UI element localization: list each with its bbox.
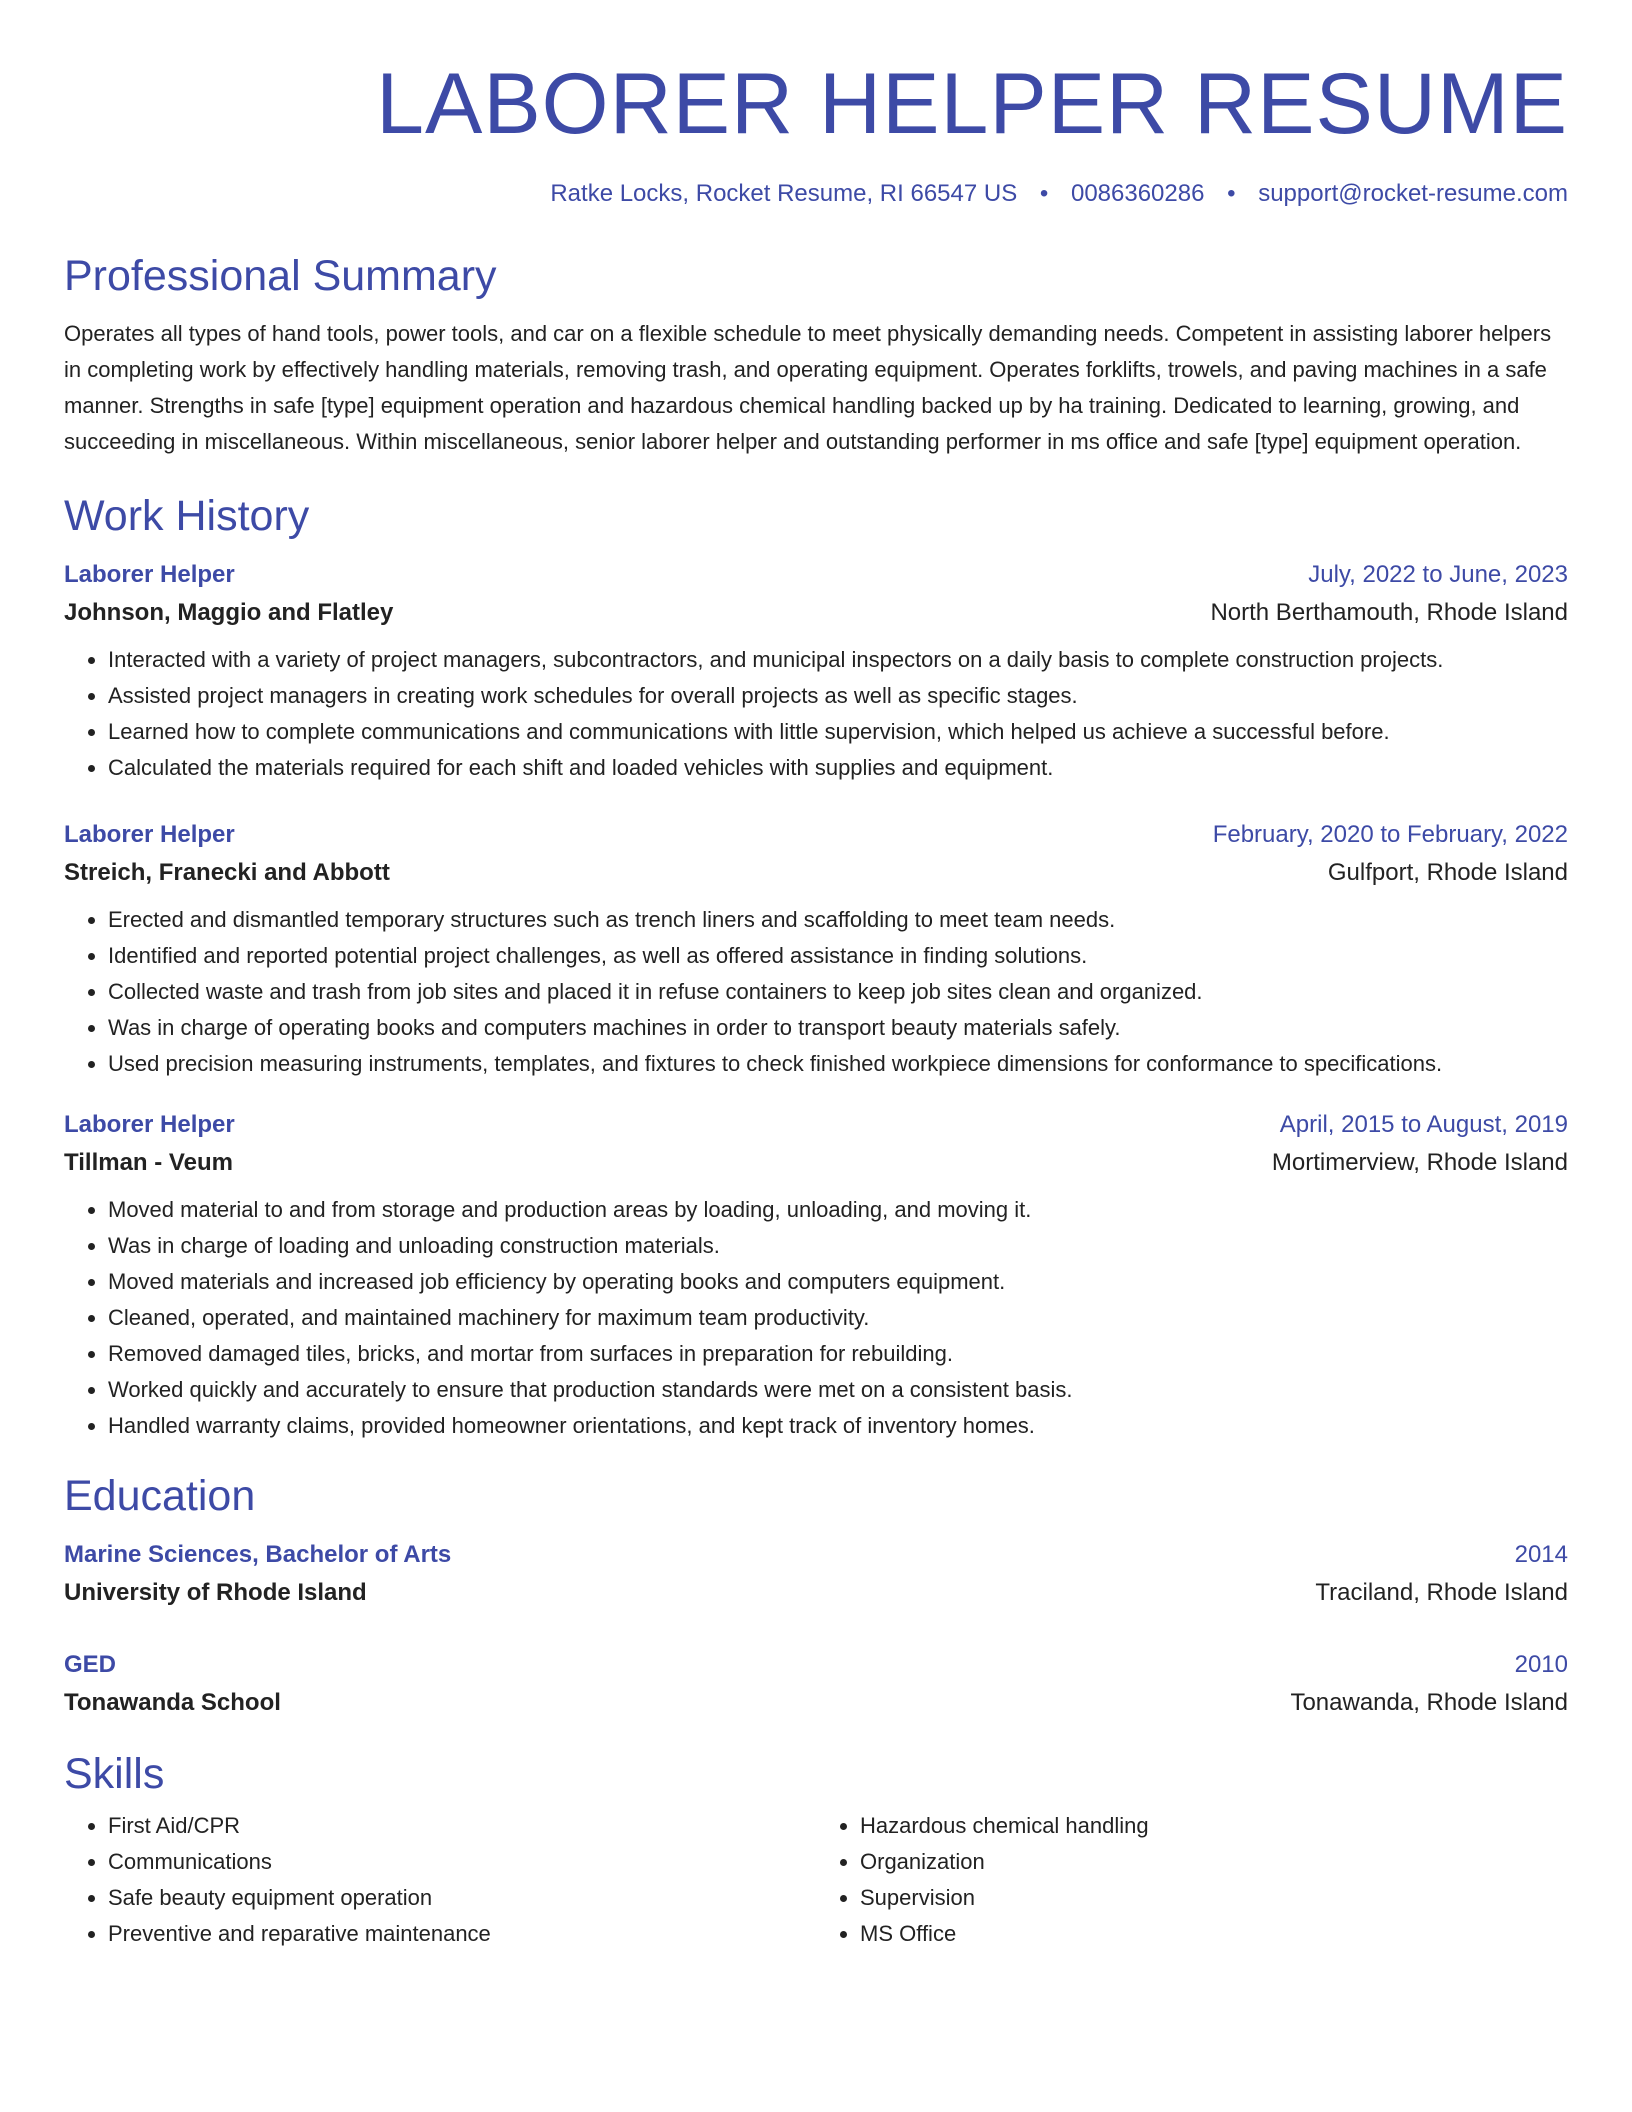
education-school: Tonawanda School	[64, 1689, 281, 1716]
list-item: • Calculated the materials required for each shift and loaded vehicles with supplies and equipment.	[108, 750, 1568, 786]
job-entry	[64, 556, 1568, 786]
job-dates: February, 2020 to February, 2022	[1212, 821, 1568, 848]
job-title: Laborer Helper	[64, 1111, 235, 1138]
skill-item: • Organization	[860, 1844, 1568, 1880]
list-item: • Moved material to and from storage and production areas by loading, unloading, and moving it.	[108, 1192, 1568, 1228]
section-title-work: Work History	[64, 492, 310, 540]
resume-page	[64, 0, 1568, 1952]
list-item: • Was in charge of loading and unloading construction materials.	[108, 1228, 1568, 1264]
summary-section	[64, 250, 1568, 460]
job-company: Johnson, Maggio and Flatley	[64, 599, 394, 626]
list-item: • Erected and dismantled temporary structures such as trench liners and scaffolding to meet team needs.	[108, 902, 1568, 938]
list-item: • Identified and reported potential project challenges, as well as offered assistance in finding solutions.	[108, 938, 1568, 974]
education-school: University of Rhode Island	[64, 1579, 367, 1606]
job-company: Streich, Franecki and Abbott	[64, 859, 390, 886]
skills-list-right	[816, 1808, 1568, 1952]
skills-list-left	[64, 1808, 816, 1952]
list-item: • Interacted with a variety of project managers, subcontractors, and municipal inspectors on a daily basis to complete construction projects.	[108, 642, 1568, 678]
work-section	[64, 490, 1568, 1444]
resume-title: LABORER HELPER RESUME	[376, 56, 1568, 152]
list-item: • Used precision measuring instruments, templates, and fixtures to check finished workpiece dimensions for conformance to specifications.	[108, 1046, 1568, 1082]
education-degree: Marine Sciences, Bachelor of Arts	[64, 1541, 452, 1568]
skill-item: • Supervision	[860, 1880, 1568, 1916]
job-company: Tillman - Veum	[64, 1149, 233, 1176]
education-location: Tonawanda, Rhode Island	[1290, 1689, 1568, 1716]
skill-item: • Safe beauty equipment operation	[108, 1880, 816, 1916]
list-item: • Collected waste and trash from job sites and placed it in refuse containers to keep job sites clean and organized.	[108, 974, 1568, 1010]
education-year: 2014	[1514, 1541, 1568, 1568]
contact-email: support@rocket-resume.com	[1258, 180, 1568, 207]
skill-item: • MS Office	[860, 1916, 1568, 1952]
job-bullets	[64, 1192, 1568, 1444]
list-item: • Handled warranty claims, provided homeowner orientations, and kept track of inventory homes.	[108, 1408, 1568, 1444]
summary-text: Operates all types of hand tools, power tools, and car on a flexible schedule to meet physically demanding needs. Competent in assisting laborer helpers in completing work by effectively handling materials, removing trash, and operating equipment. Operates forklifts, trowels, and paving machines in a safe manner. Strengths in safe [type] equipment operation and hazardous chemical handling backed up by ha training. Dedicated to learning, growing, and succeeding in miscellaneous. Within miscellaneous, senior laborer helper and outstanding performer in ms office and safe [type] equipment operation.	[64, 321, 1552, 454]
skills-section	[64, 1748, 1568, 1952]
skill-item: • First Aid/CPR	[108, 1808, 816, 1844]
section-title-summary: Professional Summary	[64, 252, 497, 300]
education-degree: GED	[64, 1651, 117, 1678]
education-year: 2010	[1514, 1651, 1568, 1678]
job-bullets	[64, 642, 1568, 786]
education-location: Traciland, Rhode Island	[1315, 1579, 1568, 1606]
job-dates: April, 2015 to August, 2019	[1279, 1111, 1568, 1138]
list-item: • Assisted project managers in creating work schedules for overall projects as well as specific stages.	[108, 678, 1568, 714]
list-item: • Learned how to complete communications and communications with little supervision, which helped us achieve a successful before.	[108, 714, 1568, 750]
list-item: • Was in charge of operating books and computers machines in order to transport beauty materials safely.	[108, 1010, 1568, 1046]
list-item: • Worked quickly and accurately to ensure that production standards were met on a consistent basis.	[108, 1372, 1568, 1408]
job-bullets	[64, 902, 1568, 1082]
skill-item: • Communications	[108, 1844, 816, 1880]
list-item: • Cleaned, operated, and maintained machinery for maximum team productivity.	[108, 1300, 1568, 1336]
job-dates: July, 2022 to June, 2023	[1308, 561, 1568, 588]
skill-item: • Hazardous chemical handling	[860, 1808, 1568, 1844]
list-item: • Moved materials and increased job efficiency by operating books and computers equipment.	[108, 1264, 1568, 1300]
skills-columns	[64, 1800, 1568, 1952]
contact-phone: 0086360286	[1070, 180, 1205, 207]
skill-item: • Preventive and reparative maintenance	[108, 1916, 816, 1952]
job-entry	[64, 816, 1568, 1082]
job-location: Mortimerview, Rhode Island	[1271, 1149, 1568, 1176]
job-location: North Berthamouth, Rhode Island	[1210, 599, 1568, 626]
job-title: Laborer Helper	[64, 821, 235, 848]
list-item: • Removed damaged tiles, bricks, and mortar from surfaces in preparation for rebuilding.	[108, 1336, 1568, 1372]
contact-address: Ratke Locks, Rocket Resume, RI 66547 US	[550, 180, 1018, 207]
section-title-skills: Skills	[64, 1750, 165, 1798]
job-entry	[64, 1106, 1568, 1444]
section-title-education: Education	[64, 1472, 256, 1520]
contact-line	[64, 178, 1568, 210]
contact-separator: •	[1227, 180, 1236, 207]
education-section	[64, 1470, 1568, 1722]
job-location: Gulfport, Rhode Island	[1327, 859, 1568, 886]
contact-separator: •	[1039, 180, 1049, 207]
education-entry	[64, 1646, 1568, 1722]
education-entry	[64, 1536, 1568, 1612]
job-title: Laborer Helper	[64, 561, 235, 588]
